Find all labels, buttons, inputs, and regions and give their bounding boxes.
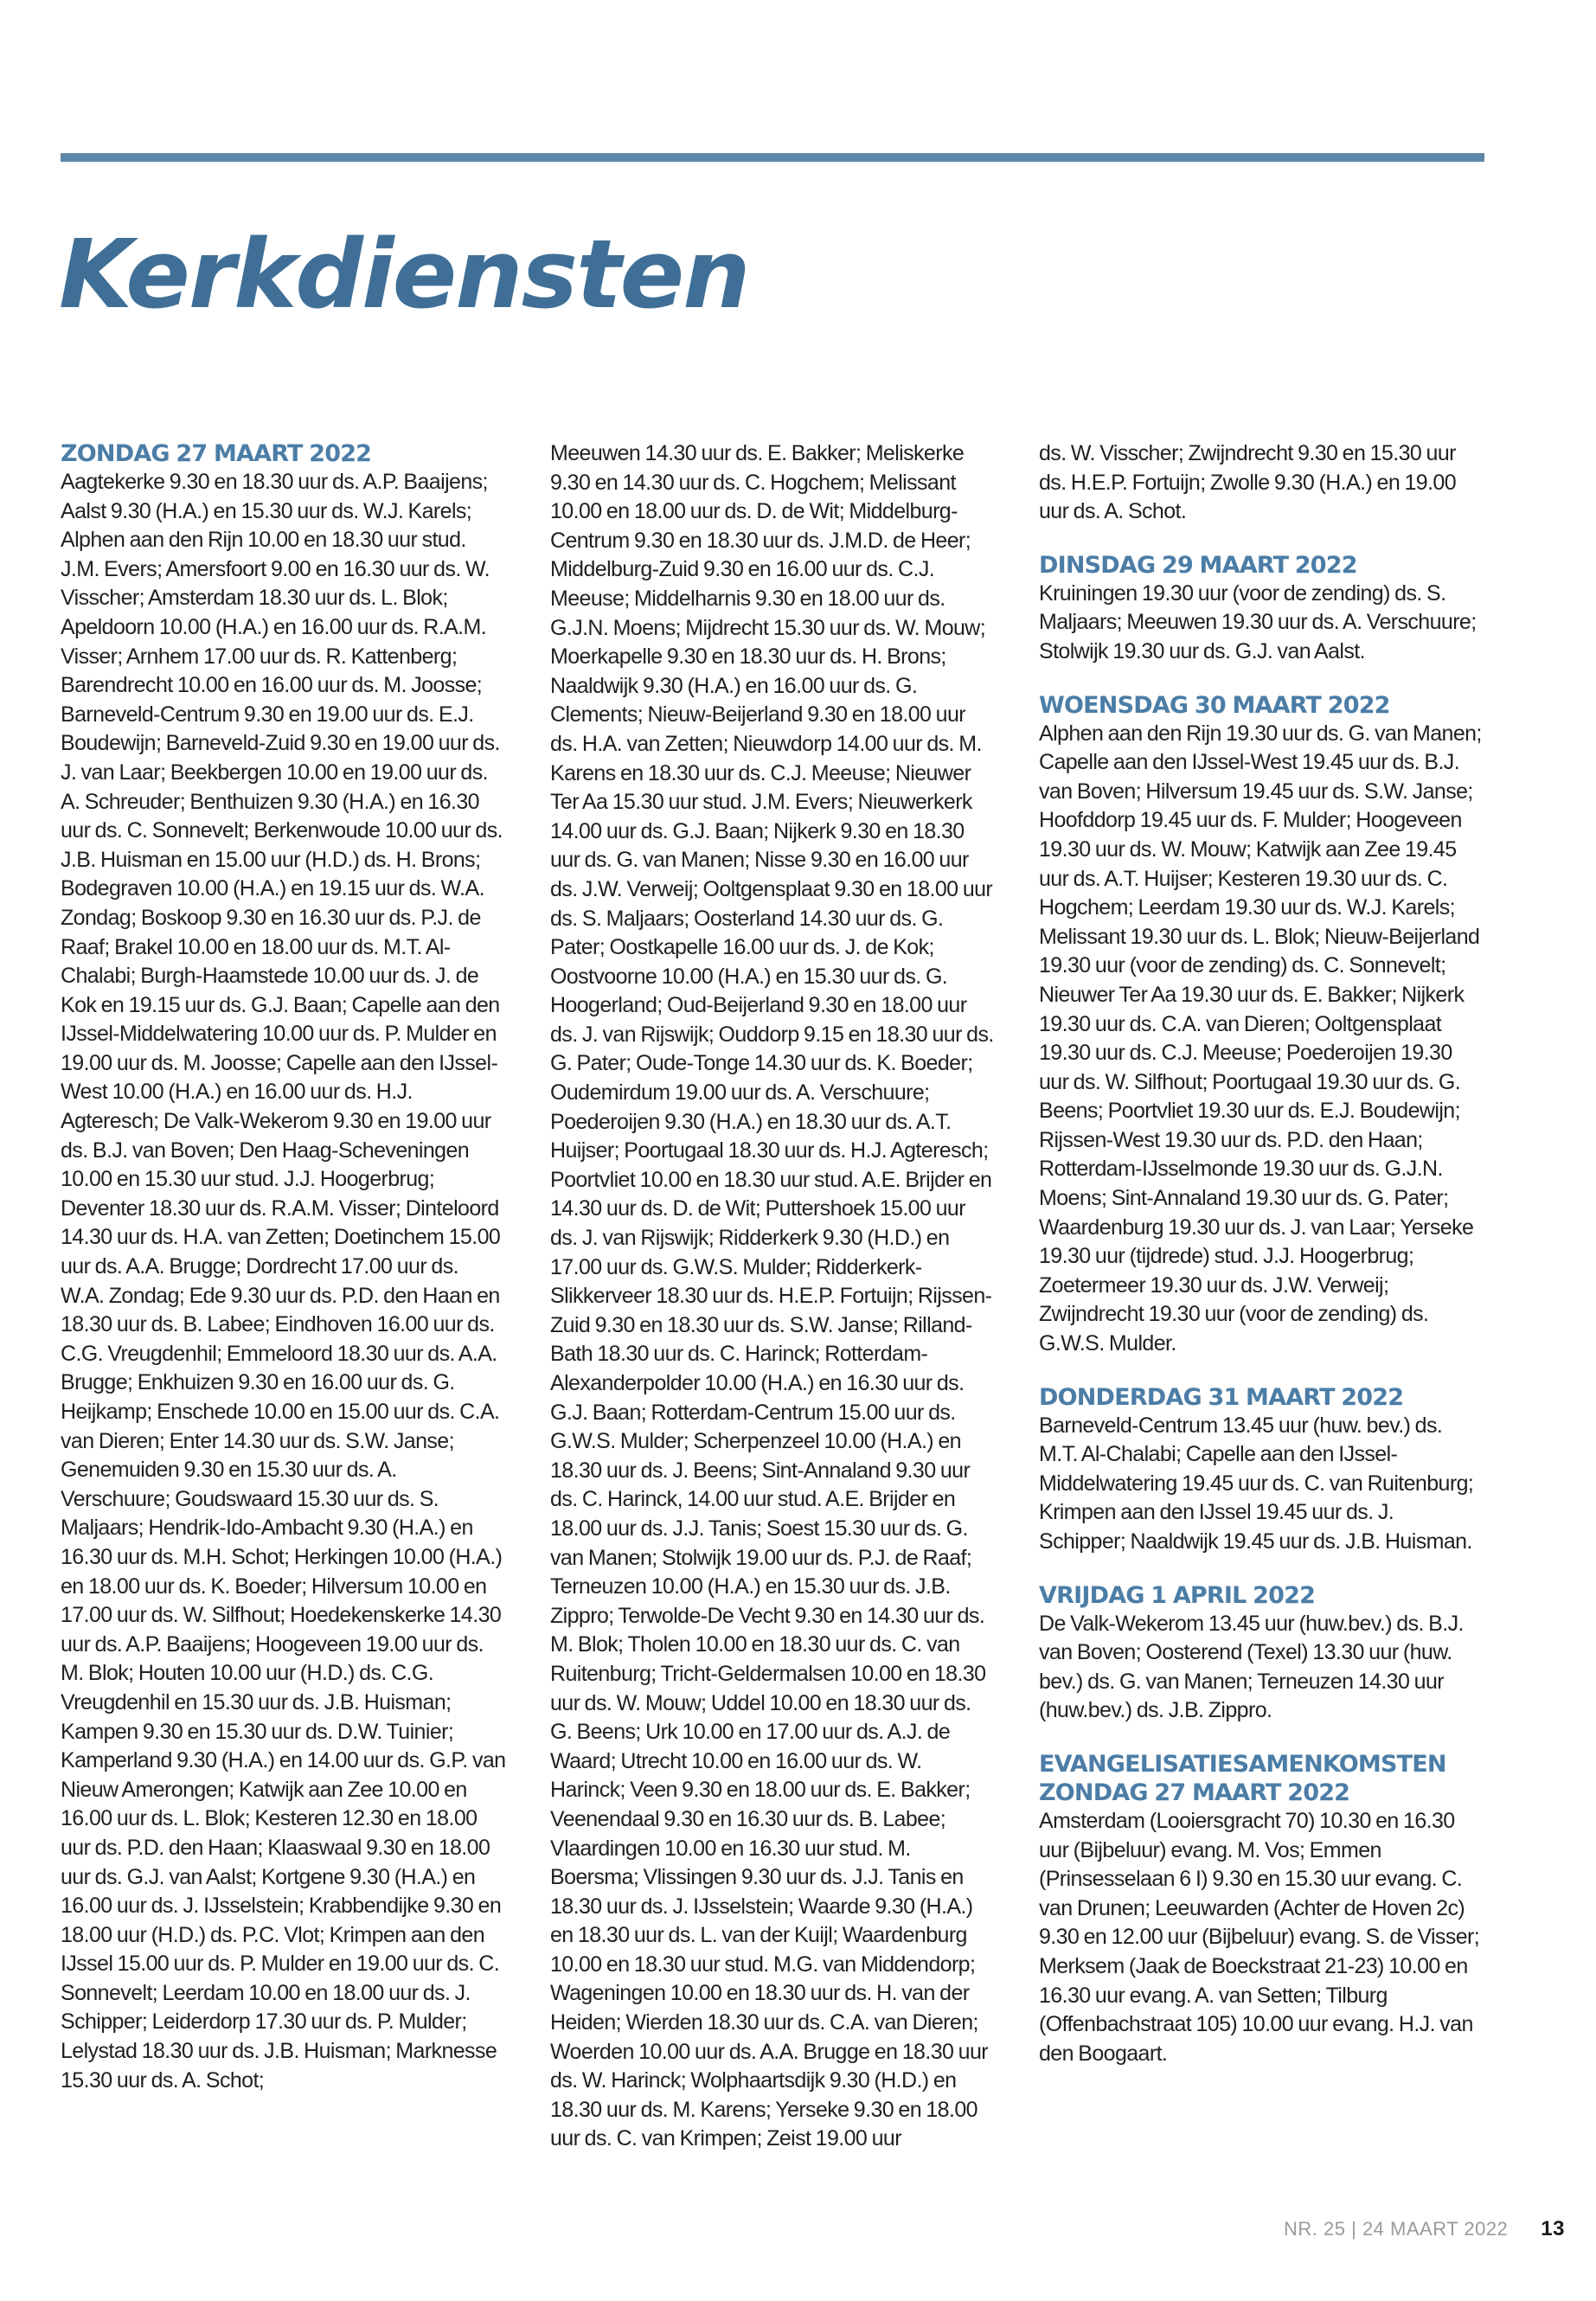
section-body-evangelism: Amsterdam (Looiersgracht 70) 10.30 en 16.30 uur (Bijbeluur) evang. M. Vos; Emmen (Prinsesselaan 6 I) 9.30 en 15.30 uur evang. C. van Drunen; Leeuwarden (Achter de Hoven 2c) 9.30 en 12.00 uur (Bijbeluur) evang. S. de Visser; Merksem (Jaak de Boeckstraat 21-23) 10.00 en 16.30 uur evang. A. van Setten; Tilburg (Offenbachstraat 105) 10.00 uur evang. H.J. van den Boogaart. xyxy=(1039,1808,1480,2066)
column-1 xyxy=(61,439,506,2119)
column-2 xyxy=(550,439,996,2154)
section-body-thursday: Barneveld-Centrum 13.45 uur (huw. bev.) ds. M.T. Al-Chalabi; Capelle aan den IJssel-Middelwatering 19.45 uur ds. C. van Ruitenburg; Krimpen aan den IJssel 19.45 uur ds. J. Schipper; Naaldwijk 19.45 uur ds. J.B. Huisman. xyxy=(1039,1413,1474,1554)
column-3 xyxy=(1039,439,1484,2093)
footer-issue: NR. 25 | 24 MAART 2022 xyxy=(1284,2218,1509,2240)
section-sunday-continued xyxy=(1039,439,1484,527)
section-heading-wednesday: WOENSDAG 30 MAART 2022 xyxy=(1039,691,1390,719)
section-thursday xyxy=(1039,1383,1484,1557)
top-rule xyxy=(61,153,1484,162)
page-footer xyxy=(1284,2217,1565,2241)
section-body-tuesday: Kruiningen 19.30 uur (voor de zending) ds. S. Maljaars; Meeuwen 19.30 uur ds. A. Verschuure; Stolwijk 19.30 uur ds. G.J. van Aalst. xyxy=(1039,580,1477,663)
section-body-friday: De Valk-Wekerom 13.45 uur (huw.bev.) ds. B.J. van Boven; Oosterend (Texel) 13.30 uur (huw. bev.) ds. G. van Manen; Terneuzen 14.30 uur (huw.bev.) ds. J.B. Zippro. xyxy=(1039,1611,1464,1723)
section-heading-tuesday: DINSDAG 29 MAART 2022 xyxy=(1039,551,1357,579)
section-body-sunday-part-3: ds. W. Visscher; Zwijndrecht 9.30 en 15.30 uur ds. H.E.P. Fortuijn; Zwolle 9.30 (H.A.) en 19.00 uur ds. A. Schot. xyxy=(1039,441,1457,524)
section-friday xyxy=(1039,1581,1484,1726)
page-number: 13 xyxy=(1541,2217,1565,2240)
section-heading-sunday: ZONDAG 27 MAART 2022 xyxy=(61,440,372,467)
section-heading-thursday: DONDERDAG 31 MAART 2022 xyxy=(1039,1383,1404,1411)
section-evangelism xyxy=(1039,1750,1484,2068)
section-heading-evangelism-line-1: EVANGELISATIESAMENKOMSTEN xyxy=(1039,1750,1446,1778)
section-sunday xyxy=(61,439,506,2095)
section-heading-evangelism xyxy=(1039,1750,1484,1807)
section-body-sunday-part-1: Aagtekerke 9.30 en 18.30 uur ds. A.P. Baaijens; Aalst 9.30 (H.A.) en 15.30 uur ds. W.J. Karels; Alphen aan den Rijn 10.00 en 18.30 uur stud. J.M. Evers; Amersfoort 9.00 en 16.30 uur ds. W. Visscher; Amsterdam 18.30 uur ds. L. Blok; Apeldoorn 10.00 (H.A.) en 16.00 uur ds. R.A.M. Visser; Arnhem 17.00 uur ds. R. Kattenberg; Barendrecht 10.00 en 16.00 uur ds. M. Joosse; Barneveld-Centrum 9.30 en 19.00 uur ds. E.J. Boudewijn; Barneveld-Zuid 9.30 en 19.00 uur ds. J. van Laar; Beekbergen 10.00 en 19.00 uur ds. A. Schreuder; Benthuizen 9.30 (H.A.) en 16.30 uur ds. C. Sonnevelt; Berkenwoude 10.00 uur ds. J.B. Huisman en 15.00 uur (H.D.) ds. H. Brons; Bodegraven 10.00 (H.A.) en 19.15 uur ds. W.A. Zondag; Boskoop 9.30 en 16.30 uur ds. P.J. de Raaf; Brakel 10.00 en 18.00 uur ds. M.T. Al-Chalabi; Burgh-Haamstede 10.00 uur ds. J. de Kok en 19.15 uur ds. G.J. Baan; Capelle aan den IJssel-Middelwatering 10.00 uur ds. P. Mulder en 19.00 uur ds. M. Joosse; Capelle aan den IJssel-West 10.00 (H.A.) en 16.00 uur ds. H.J. Agteresch; De Valk-Wekerom 9.30 en 19.00 uur ds. B.J. van Boven; Den Haag-Scheveningen 10.00 en 15.30 uur stud. J.J. Hoogerbrug; Deventer 18.30 uur ds. R.A.M. Visser; Dinteloord 14.30 uur ds. H.A. van Zetten; Doetinchem 15.00 uur ds. A.A. Brugge; Dordrecht 17.00 uur ds. W.A. Zondag; Ede 9.30 uur ds. P.D. den Haan en 18.30 uur ds. B. Labee; Eindhoven 16.00 uur ds. C.G. Vreugdenhil; Emmeloord 18.30 uur ds. A.A. Brugge; Enkhuizen 9.30 en 16.00 uur ds. G. Heijkamp; Enschede 10.00 en 15.00 uur ds. C.A. van Dieren; Enter 14.30 uur ds. S.W. Janse; Genemuiden 9.30 en 15.30 uur ds. A. Verschuure; Goudswaard 15.30 uur ds. S. Maljaars; Hendrik-Ido-Ambacht 9.30 (H.A.) en 16.30 uur ds. M.H. Schot; Herkingen 10.00 (H.A.) en 18.00 uur ds. K. Boeder; Hilversum 10.00 en 17.00 uur ds. W. Silfhout; Hoedekenskerke 14.30 uur ds. A.P. Baaijens; Hoogeveen 19.00 uur ds. M. Blok; Houten 10.00 uur (H.D.) ds. C.G. Vreugdenhil en 15.30 uur ds. J.B. Huisman; Kampen 9.30 en 15.30 uur ds. D.W. Tuinier; Kamperland 9.30 (H.A.) en 14.00 uur ds. G.P. van Nieuw Amerongen; Katwijk aan Zee 10.00 en 16.00 uur ds. L. Blok; Kesteren 12.30 en 18.00 uur ds. P.D. den Haan; Klaaswaal 9.30 en 18.00 uur ds. G.J. van Aalst; Kortgene 9.30 (H.A.) en 16.00 uur ds. J. IJsselstein; Krabbendijke 9.30 en 18.00 uur (H.D.) ds. P.C. Vlot; Krimpen aan den IJssel 15.00 uur ds. P. Mulder en 19.00 uur ds. C. Sonnevelt; Leerdam 10.00 en 18.00 uur ds. J. Schipper; Leiderdorp 17.30 uur ds. P. Mulder; Lelystad 18.30 uur ds. J.B. Huisman; Marknesse 15.30 uur ds. A. Schot; xyxy=(61,470,506,2093)
section-body-wednesday: Alphen aan den Rijn 19.30 uur ds. G. van Manen; Capelle aan den IJssel-West 19.45 uur ds. B.J. van Boven; Hilversum 19.45 uur ds. S.W. Janse; Hoofddorp 19.45 uur ds. F. Mulder; Hoogeveen 19.30 uur ds. W. Mouw; Katwijk aan Zee 19.45 uur ds. A.T. Huijser; Kesteren 19.30 uur ds. C. Hogchem; Leerdam 19.30 uur ds. W.J. Karels; Melissant 19.30 uur ds. L. Blok; Nieuw-Beijerland 19.30 uur (voor de zending) ds. C. Sonnevelt; Nieuwer Ter Aa 19.30 uur ds. E. Bakker; Nijkerk 19.30 uur ds. C.A. van Dieren; Ooltgensplaat 19.30 uur ds. C.J. Meeuse; Poederoijen 19.30 uur ds. W. Silfhout; Poortugaal 19.30 uur ds. G. Beens; Poortvliet 19.30 uur ds. E.J. Boudewijn; Rijssen-West 19.30 uur ds. P.D. den Haan; Rotterdam-IJsselmonde 19.30 uur ds. G.J.N. Moens; Sint-Annaland 19.30 uur ds. G. Pater; Waardenburg 19.30 uur ds. J. van Laar; Yerseke 19.30 uur (tijdrede) stud. J.J. Hoogerbrug; Zoetermeer 19.30 uur ds. J.W. Verweij; Zwijndrecht 19.30 uur (voor de zending) ds. G.W.S. Mulder. xyxy=(1039,721,1482,1356)
section-body-sunday-part-2: Meeuwen 14.30 uur ds. E. Bakker; Meliskerke 9.30 en 14.30 uur ds. C. Hogchem; Melissant 10.00 en 18.00 uur ds. D. de Wit; Middelburg-Centrum 9.30 en 18.30 uur ds. J.M.D. de Heer; Middelburg-Zuid 9.30 en 16.00 uur ds. C.J. Meeuse; Middelharnis 9.30 en 18.00 uur ds. G.J.N. Moens; Mijdrecht 15.30 uur ds. W. Mouw; Moerkapelle 9.30 en 18.30 uur ds. H. Brons; Naaldwijk 9.30 (H.A.) en 16.00 uur ds. G. Clements; Nieuw-Beijerland 9.30 en 18.00 uur ds. H.A. van Zetten; Nieuwdorp 14.00 uur ds. M. Karens en 18.30 uur ds. C.J. Meeuse; Nieuwer Ter Aa 15.30 uur stud. J.M. Evers; Nieuwerkerk 14.00 uur ds. G.J. Baan; Nijkerk 9.30 en 18.30 uur ds. G. van Manen; Nisse 9.30 en 16.00 uur ds. J.W. Verweij; Ooltgensplaat 9.30 en 18.00 uur ds. S. Maljaars; Oosterland 14.30 uur ds. G. Pater; Oostkapelle 16.00 uur ds. J. de Kok; Oostvoorne 10.00 (H.A.) en 15.30 uur ds. G. Hoogerland; Oud-Beijerland 9.30 en 18.00 uur ds. J. van Rijswijk; Ouddorp 9.15 en 18.30 uur ds. G. Pater; Oude-Tonge 14.30 uur ds. K. Boeder; Oudemirdum 19.00 uur ds. A. Verschuure; Poederoijen 9.30 (H.A.) en 18.30 uur ds. A.T. Huijser; Poortugaal 18.30 uur ds. H.J. Agteresch; Poortvliet 10.00 en 18.30 uur stud. A.E. Brijder en 14.30 uur ds. D. de Wit; Puttershoek 15.00 uur ds. J. van Rijswijk; Ridderkerk 9.30 (H.D.) en 17.00 uur ds. G.W.S. Mulder; Ridderkerk-Slikkerveer 18.30 uur ds. H.E.P. Fortuijn; Rijssen-Zuid 9.30 en 18.30 uur ds. S.W. Janse; Rilland-Bath 18.30 uur ds. C. Harinck; Rotterdam-Alexanderpolder 10.00 (H.A.) en 16.30 uur ds. G.J. Baan; Rotterdam-Centrum 15.00 uur ds. G.W.S. Mulder; Scherpenzeel 10.00 (H.A.) en 18.30 uur ds. J. Beens; Sint-Annaland 9.30 uur ds. C. Harinck, 14.00 uur stud. A.E. Brijder en 18.00 uur ds. J.J. Tanis; Soest 15.30 uur ds. G. van Manen; Stolwijk 19.00 uur ds. P.J. de Raaf; Terneuzen 10.00 (H.A.) en 15.30 uur ds. J.B. Zippro; Terwolde-De Vecht 9.30 en 14.30 uur ds. M. Blok; Tholen 10.00 en 18.30 uur ds. C. van Ruitenburg; Tricht-Geldermalsen 10.00 en 18.30 uur ds. W. Mouw; Uddel 10.00 en 18.30 uur ds. G. Beens; Urk 10.00 en 17.00 uur ds. A.J. de Waard; Utrecht 10.00 en 16.00 uur ds. W. Harinck; Veen 9.30 en 18.00 uur ds. E. Bakker; Veenendaal 9.30 en 16.30 uur ds. B. Labee; Vlaardingen 10.00 en 16.30 uur stud. M. Boersma; Vlissingen 9.30 uur ds. J.J. Tanis en 18.30 uur ds. J. IJsselstein; Waarde 9.30 (H.A.) en 18.30 uur ds. L. van der Kuijl; Waardenburg 10.00 en 18.30 uur stud. M.G. van Middendorp; Wageningen 10.00 en 18.30 uur ds. H. van der Heiden; Wierden 18.30 uur ds. C.A. van Dieren; Woerden 10.00 uur ds. A.A. Brugge en 18.30 uur ds. W. Harinck; Wolphaartsdijk 9.30 (H.D.) en 18.30 uur ds. M. Karens; Yerseke 9.30 en 18.00 uur ds. C. van Krimpen; Zeist 19.00 uur xyxy=(550,441,994,2151)
section-heading-friday: VRIJDAG 1 APRIL 2022 xyxy=(1039,1581,1316,1609)
section-heading-evangelism-line-2: ZONDAG 27 MAART 2022 xyxy=(1039,1779,1350,1806)
section-wednesday xyxy=(1039,691,1484,1359)
page-title: Kerkdiensten xyxy=(59,219,749,330)
section-tuesday xyxy=(1039,551,1484,667)
article-columns xyxy=(61,439,1488,2178)
